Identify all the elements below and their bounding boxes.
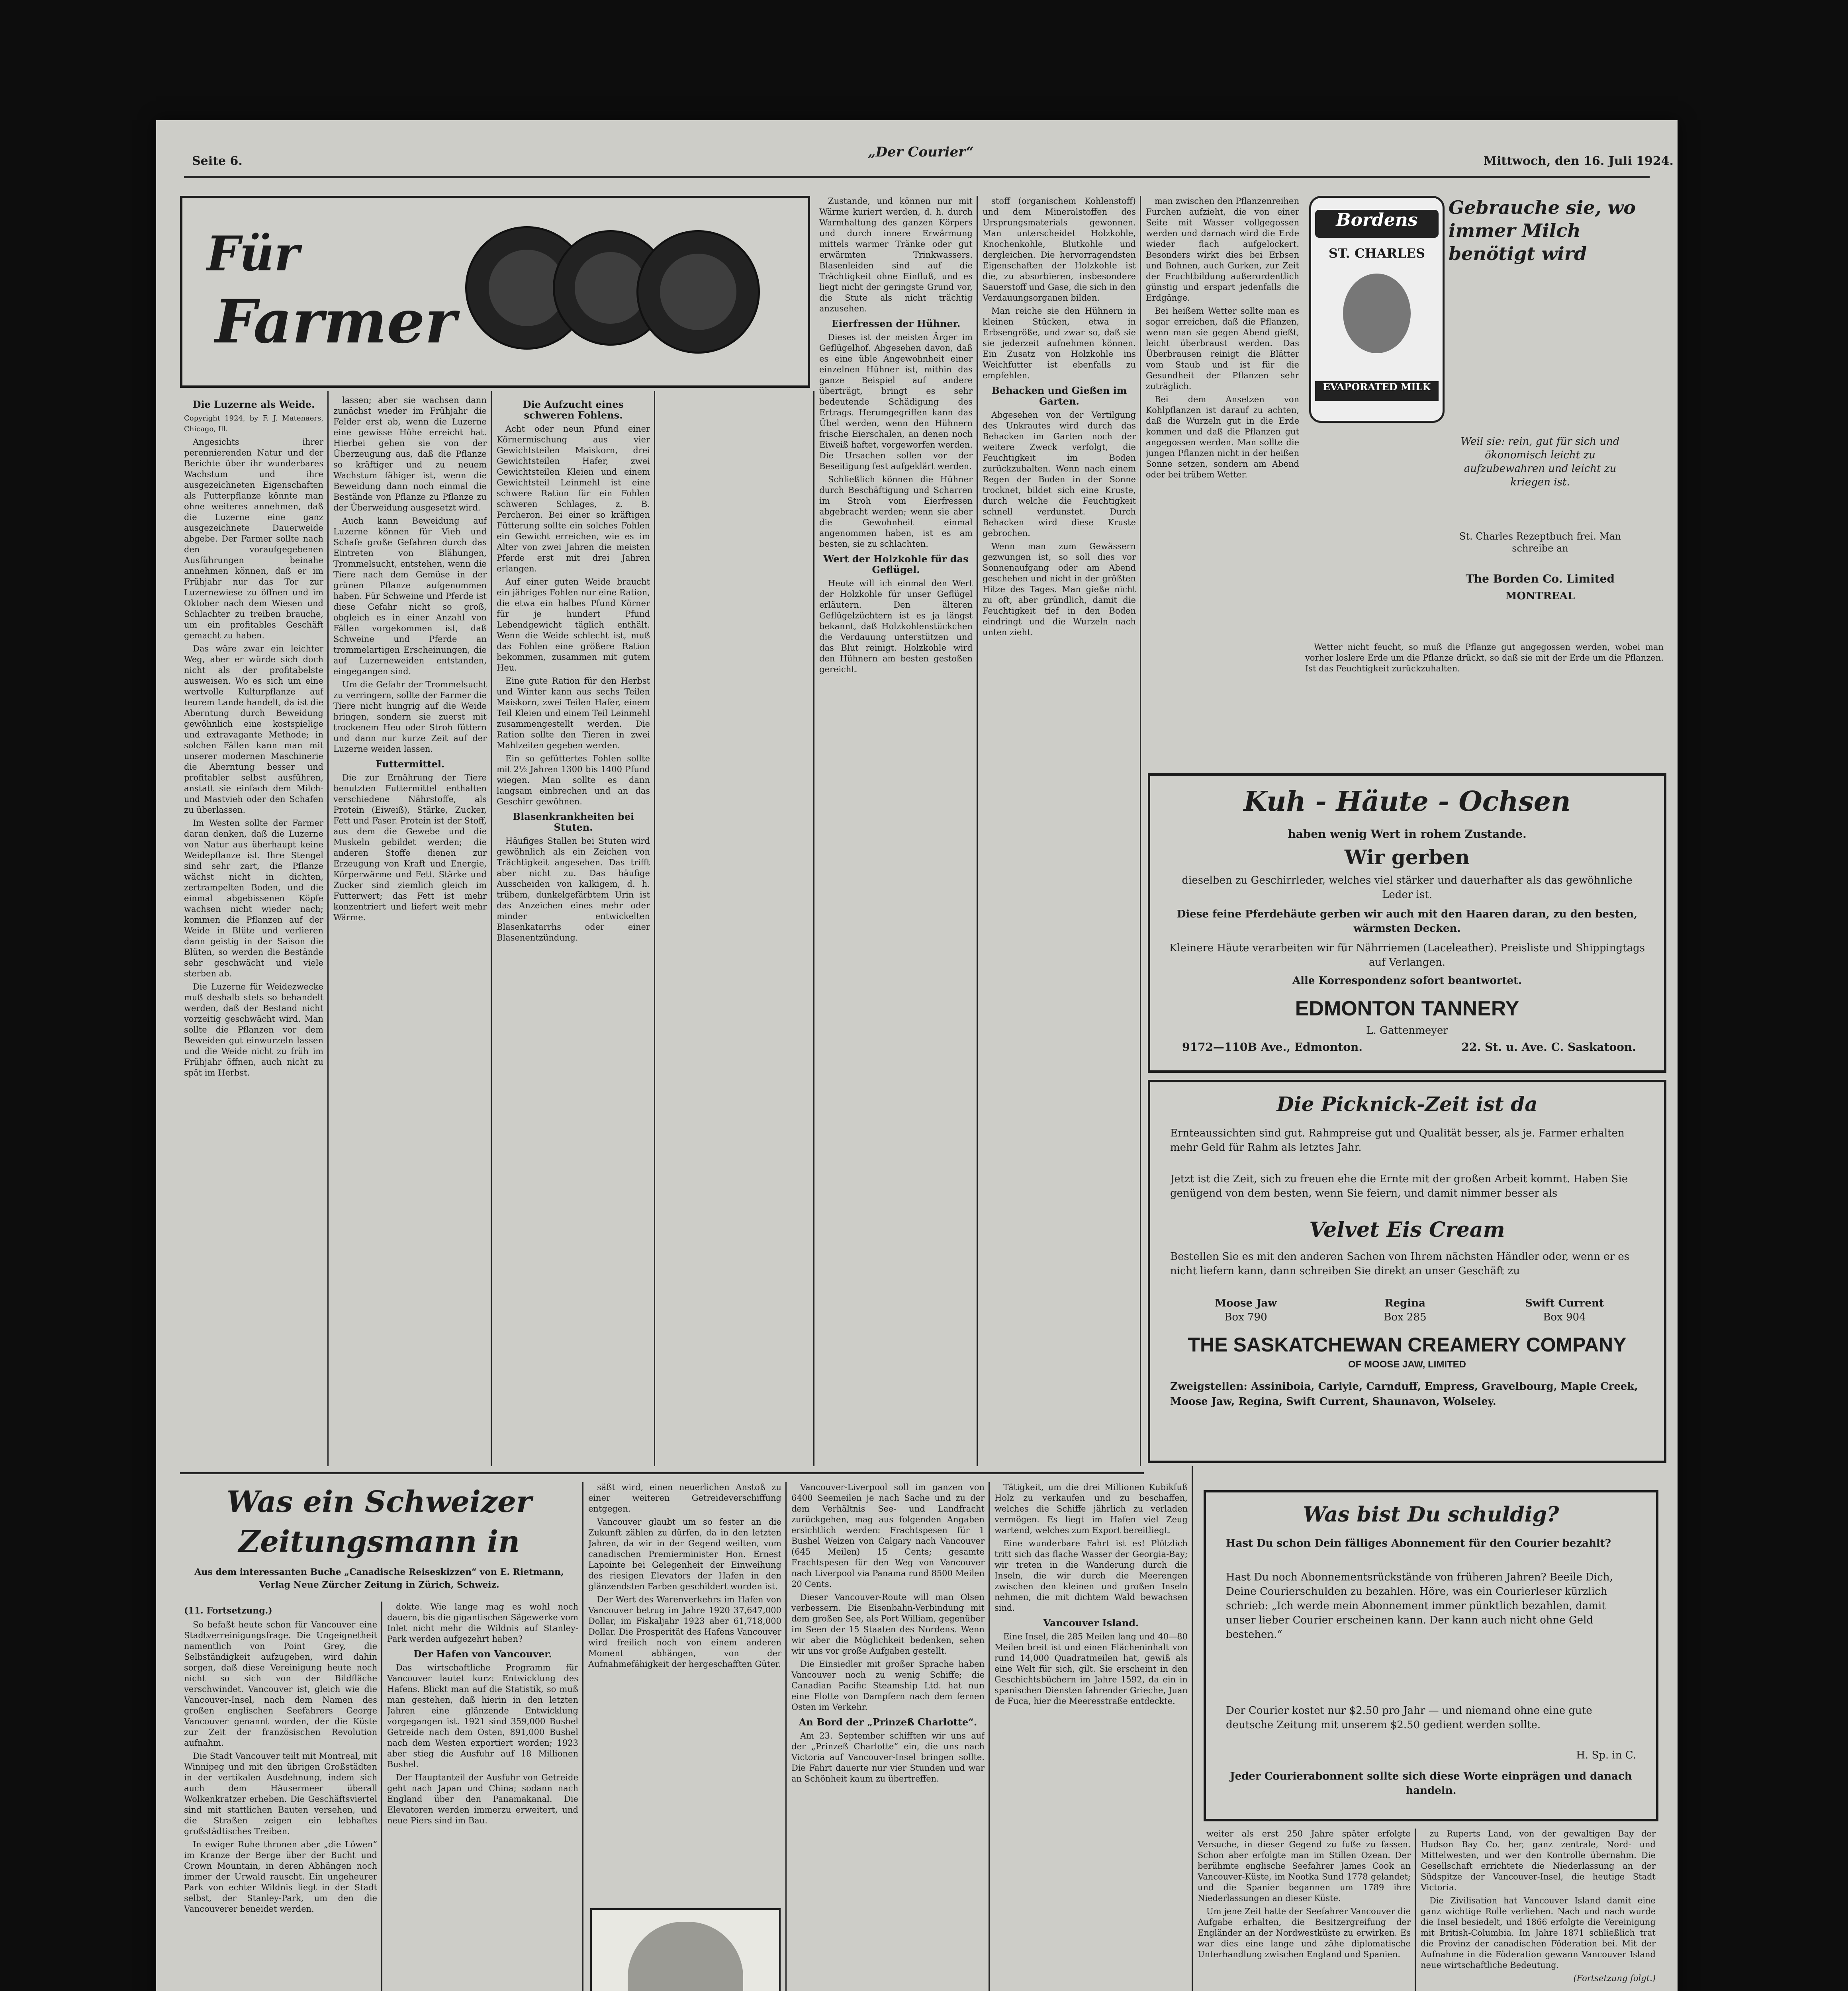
paragraph: Man reiche sie den Hühnern in kleinen Stücken, etwa in Erbsengröße, und zwar so, daß sie sie jederzeit aufnehmen können. Ein Zusatz von Holzkohle ins Weichfutter ist ebenfalls zu empfehlen. xyxy=(983,306,1136,380)
royal-photo-advertisement xyxy=(590,1908,781,1991)
column-rule xyxy=(1415,1829,1416,1991)
article-luzerne-col2 xyxy=(333,395,487,1462)
paragraph: Die Einsiedler mit großer Sprache haben Vancouver noch zu wenig Schiffe; die Canadian Pacific Steamship Ltd. hat nun eine Flotte von Dampfern nach dem fernen Osten im Verkehr. xyxy=(791,1659,985,1712)
section-rule xyxy=(180,1472,1144,1474)
horse-medallion-icon xyxy=(636,230,760,354)
paragraph: Auch kann Beweidung auf Luzerne können für Vieh und Schafe große Gefahren durch das Eintreten von Blähungen, Trommelsucht, entstehen, wenn die Tiere nach dem Gemüse in der grünen Pflanze aufgenommen haben. Für Schweine und Pferde ist diese Gefahr nicht so groß, obgleich es in einer Anzahl von Fällen vorgekommen ist, daß Schweine und Pferde an trommelartigen Erscheinungen, die auf Luzerneweiden entstanden, eingegangen sind. xyxy=(333,516,487,676)
paragraph: man zwischen den Pflanzenreihen Furchen aufzieht, die von einer Seite mit Wasser vollgegossen werden und darnach wird die Erde wieder flach aufgelockert. Besonders wirkt dies bei Erbsen und Bohnen, auch Gurken, zur Zeit der Fruchtbildung außerordentlich günstig und erspart jedenfalls die Erdgänge. xyxy=(1146,196,1299,303)
paragraph: Zustande, und können nur mit Wärme kuriert werden, d. h. durch Warmhaltung des ganzen Körpers und durch innere Erwärmung mittels warmer Tränke oder gut erwärmten Trinkwassers. Blasenleiden sind auf die Trächtigkeit ohne Einfluß, und es liegt nicht der geringste Grund vor, die Stute als nicht trächtig anzusehen. xyxy=(819,196,973,313)
masthead: „Der Courier“ xyxy=(867,144,974,160)
paragraph: Eine gute Ration für den Herbst und Winter kann aus sechs Teilen Maiskorn, zwei Teilen Hafer, einem Teil Kleien und einem Teil Leinmehl zusammengestellt werden. Die Ration sollte den Tieren in zwei Mahlzeiten gegeben werden. xyxy=(497,676,650,750)
schweizer-col6 xyxy=(1198,1829,1411,1991)
article-fohlen xyxy=(497,395,650,1462)
creamery-p2: Jetzt ist die Zeit, sich zu freuen ehe die Ernte mit der großen Arbeit kommt. Haben Sie genügend von dem besten, wenn Sie feiern, und damit nimmer besser als xyxy=(1170,1173,1628,1199)
article-holzkohle-garten xyxy=(983,196,1136,1462)
paragraph: Vancouver glaubt um so fester an die Zukunft zählen zu dürfen, da in den letzten Jahren, da wir in der Gegend weilten, vom canadischen Premierminister Hon. Ernest Lapointe bei Gelegenheit der Einweihung des riesigen Elevators der Hafen in den glänzendsten Farben geschildert worden ist. xyxy=(588,1517,781,1591)
milk-can-icon xyxy=(1309,196,1445,423)
paragraph: Vancouver-Liverpool soll im ganzen von 6400 Seemeilen je nach Sache und zu der dem Verhältnis See- und Landfracht zurückgehen, mag aus folgenden Angaben ersichtlich werden: Frachtspesen für 1 Bushel Weizen von Calgary nach Vancouver (645 Meilen) 15 Cents; gesamte Frachtspesen für den Weg von Vancouver nach Liverpool via Panama rund 8500 Meilen 20 Cents. xyxy=(791,1482,985,1589)
paragraph: lassen; aber sie wachsen dann zunächst wieder im Frühjahr die Felder erst ab, wenn die Luzerne eine gewisse Höhe erreicht hat. Hierbei gehen sie von der Überzeugung aus, daß die Pflanze so kräftiger und zu neuem Wachstum fähiger ist, wenn die Beweidung dann noch einmal die Bestände von Pflanze zu Pflanze zu der Überweidung ausgesetzt wird. xyxy=(333,395,487,512)
section-heading: Der Hafen von Vancouver. xyxy=(413,1648,552,1660)
section-heading: Futtermittel. xyxy=(375,758,445,770)
paragraph: Der Wert des Warenverkehrs im Hafen von Vancouver betrug im Jahre 1920 37,647,000 Dollar, im Fiskaljahr 1923 aber 61,718,000 Dollar. Die Prosperität des Hafens Vancouver wird freilich noch von einem anderen Moment abhängen, von der Aufnahmefähigkeit der hergeschafften Güter. xyxy=(588,1595,781,1669)
section-heading: Vancouver Island. xyxy=(1043,1617,1139,1629)
paragraph: Um die Gefahr der Trommelsucht zu verringern, sollte der Farmer die Tiere nicht hungrig auf die Weide bringen, sondern sie zuerst mit trockenem Heu oder Stroh füttern und dann nur kurze Zeit auf der Luzerne weiden lassen. xyxy=(333,680,487,754)
creamery-advertisement xyxy=(1148,1080,1666,1463)
newspaper-page xyxy=(156,120,1678,1991)
paragraph: Das wirtschaftliche Programm für Vancouver lautet kurz: Entwicklung des Hafens. Blickt man auf die Statistik, so muß man gestehen, daß hierin in den letzten Jahren eine glänzende Entwicklung vorgegangen ist. 1921 sind 359,000 Bushel Getreide nach dem Osten, 891,000 Bushel nach dem Westen exportiert worden; 1923 aber stieg die Ausfuhr auf 18 Millionen Bushel. xyxy=(387,1663,578,1769)
paragraph: Bei dem Ansetzen von Kohlpflanzen ist darauf zu achten, daß die Wurzeln gut in die Erde kommen und daß die Pflanzen gut angegossen werden. Man sollte die jungen Pflanzen nicht in der heißen Sonne setzen, sondern am Abend oder bei trübem Wetter. xyxy=(1146,395,1299,479)
paragraph: Die Stadt Vancouver teilt mit Montreal, mit Winnipeg und mit den übrigen Großstädten in der vertikalen Ausdehnung, indem sich auch dem Häusermeer überall Wolkenkratzer erheben. Die Geschäftsviertel sind mit stattlichen Bauten versehen, und die Straßen zeigen ein lebhaftes großstädtisches Treiben. xyxy=(184,1751,377,1836)
schuldig-p3: Der Courier kostet nur $2.50 pro Jahr — und niemand ohne eine gute deutsche Zeitung mit unserem $2.50 gedient werden sollte. xyxy=(1226,1705,1592,1731)
borden-company: The Borden Co. Limited xyxy=(1465,572,1615,585)
paragraph: dokte. Wie lange mag es wohl noch dauern, bis die gigantischen Sägewerke vom Inlet nicht mehr die Wildnis auf Stanley-Park werden aufgezehrt haben? xyxy=(387,1602,578,1644)
paragraph: Dieses ist der meisten Ärger im Geflügelhof. Abgesehen davon, daß es eine üble Angewohnheit einer einzelnen Hühner ist, mithin das ganze Beispiel auf andere überträgt, bringt es sehr bedeutende Schädigung des Ertrags. Herumgegriffen kann das Übel werden, wenn den Hühnern frische Eierschalen, an denen noch Eiweiß haftet, vorgeworfen werden. Die Ursachen sollen vor der Beseitigung fest aufgeklärt werden. xyxy=(819,332,973,471)
farmer-title-line1: Für xyxy=(206,226,300,282)
column-rule xyxy=(327,391,329,1466)
article-heading: Die Luzerne als Weide. xyxy=(192,399,315,410)
tannery-line5: Kleinere Häute verarbeiten wir für Nährriemen (Laceleather). Preisliste und Shippingtags auf Verlangen. xyxy=(1169,942,1645,968)
continuation-note: (11. Fortsetzung.) xyxy=(184,1606,272,1616)
paragraph: Um jene Zeit hatte der Seefahrer Vancouver die Aufgabe erhalten, die Besitzergreifung der Engländer an der Nordwestküste zu erwirken. Es war dies eine lange und zähe diplomatische Unterhandlung zwischen England und Spanien. xyxy=(1198,1907,1411,1959)
page-number: Seite 6. xyxy=(192,154,243,168)
article-garten-end xyxy=(1305,642,1664,765)
borden-city: MONTREAL xyxy=(1505,590,1575,602)
paragraph: Das wäre zwar ein leichter Weg, aber er würde sich doch nicht als der profitabelste ausweisen. Wo es sich um eine wertvolle Kulturpflanze auf teurem Lande handelt, da ist die Aberntung durch Beweidung gewöhnlich eine kostspielige und extravagante Methode; in solchen Fällen kann man mit unserer modernen Maschinerie die Aberntung besser und profitabler selbst ausführen, anstatt sie einfach dem Milch- und Mastvieh oder den Schafen zu überlassen. xyxy=(184,644,323,815)
creamery-company: THE SASKATCHEWAN CREAMERY COMPANY xyxy=(1188,1334,1627,1356)
column-rule xyxy=(491,391,492,1466)
tannery-advertisement xyxy=(1148,773,1666,1073)
borden-body: Weil sie: rein, gut für sich und ökonomisch leicht zu aufzubewahren und leicht zu kriegen ist. xyxy=(1460,436,1620,488)
borden-offer: St. Charles Rezeptbuch frei. Man schreibe an xyxy=(1459,531,1621,554)
paragraph: Eine Insel, die 285 Meilen lang und 40—80 Meilen breit ist und einen Flächeninhalt von rund 14,000 Quadratmeilen hat, gewiß als eine Welt für sich, gilt. Sie erscheint in den Geschichtsbüchern im Jahre 1592, da ein in spanischen Diensten fahrender Grieche, Juan de Fuca, hier die Meeresstraße entdeckte. xyxy=(994,1632,1188,1706)
can-label-bottom: EVAPORATED MILK xyxy=(1315,381,1439,401)
farmer-title-line2: Farmer xyxy=(214,290,456,354)
section-heading: An Bord der „Prinzeß Charlotte“. xyxy=(799,1716,977,1728)
column-rule xyxy=(1140,196,1141,1466)
copyright-note: Copyright 1924, by F. J. Matenaers, Chicago, Ill. xyxy=(184,414,323,433)
paragraph: Abgesehen von der Vertilgung des Unkrautes wird durch das Behacken im Garten noch der weitere Zweck verfolgt, die Feuchtigkeit im Boden zurückzuhalten. Wenn nach einem Regen der Boden in der Sonne trocknet, bildet sich eine Kruste, durch welche die Feuchtigkeit schnell verdunstet. Durch Behacken wird diese Kruste gebrochen. xyxy=(983,410,1136,538)
creamery-company-sub: OF MOOSE JAW, LIMITED xyxy=(1348,1359,1466,1370)
column-rule xyxy=(1192,1466,1193,1991)
schweizer-col3 xyxy=(588,1482,781,1900)
schuldig-p2: Hast Du noch Abonnementsrückstände von früheren Jahren? Beeile Dich, Deine Courierschulden zu bezahlen. Höre, was ein Courierleser kürzlich schrieb: „Ich werde mein Abonnement immer pünktlich bezahlen, damit unser lieber Courier erscheinen kann. Der kann auch nicht ohne Geld bestehen.“ xyxy=(1226,1571,1613,1641)
borden-headline: Gebrauche sie, wo immer Milch benötigt wird xyxy=(1449,197,1636,264)
farmer-banner xyxy=(180,196,810,388)
branch-swift-current: Swift Current xyxy=(1525,1297,1604,1309)
schuldig-signature: H. Sp. in C. xyxy=(1576,1749,1636,1761)
column-rule xyxy=(381,1602,382,1991)
branch-regina: Regina xyxy=(1385,1297,1425,1309)
paragraph: Ein so gefüttertes Fohlen sollte mit 2½ Jahren 1300 bis 1400 Pfund wiegen. Man sollte es dann langsam einbrechen und an das Geschirr gewöhnen. xyxy=(497,754,650,806)
box-swift-current: Box 904 xyxy=(1543,1311,1586,1323)
cow-icon xyxy=(1343,274,1411,353)
tannery-title: Kuh - Häute - Ochsen xyxy=(1243,786,1571,818)
schweizer-source: Aus dem interessanten Buche „Canadische Reiseskizzen“ von E. Rietmann, Verlag Neue Zürcher Zeitung in Zürich, Schweiz. xyxy=(194,1567,564,1590)
tannery-owner: L. Gattenmeyer xyxy=(1366,1025,1448,1037)
paragraph: In ewiger Ruhe thronen aber „die Löwen“ im Kranze der Berge über der Bucht und Crown Mountain, in deren Abhängen noch immer der Urwald rauscht. Ein ungeheurer Park von echter Wildnis liegt in der Stadt selbst, der Stanley-Park, um den die Vancouverer beneidet werden. xyxy=(184,1840,377,1914)
column-rule xyxy=(654,391,655,1466)
section-heading: Eierfressen der Hühner. xyxy=(831,318,961,329)
paragraph: Wetter nicht feucht, so muß die Pflanze gut angegossen werden, wobei man vorher loslere Erde um die Pflanze drückt, so daß sie mit der Erde um die Pflanzen. Ist das Feuchtigkeit zurückzuhalten. xyxy=(1305,642,1664,673)
tannery-address-saskatoon: 22. St. u. Ave. C. Saskatoon. xyxy=(1461,1040,1636,1054)
paragraph: Acht oder neun Pfund einer Körnermischung aus vier Gewichtsteilen Maiskorn, drei Gewichtsteilen Hafer, zwei Gewichtsteilen Kleien und einem Gewichtsteil Leinmehl ist eine schwere Ration für ein Fohlen schweren Schlages, z. B. Percheron. Bei einer so kräftigen Fütterung sollte ein solches Fohlen ein Gewicht erreichen, wie es im Alter von zwei Jahren die meisten Pferde erst mit drei Jahren erlangen. xyxy=(497,424,650,573)
branch-moose-jaw: Moose Jaw xyxy=(1215,1297,1277,1309)
tannery-line4: Diese feine Pferdehäute gerben wir auch mit den Haaren daran, zu den besten, wärmsten Decken. xyxy=(1177,908,1638,935)
section-heading: Wert der Holzkohle für das Geflügel. xyxy=(823,553,969,575)
article-luzerne-col1 xyxy=(184,395,323,1462)
schweizer-col4 xyxy=(791,1482,985,1991)
tannery-address-edmonton: 9172—110B Ave., Edmonton. xyxy=(1182,1040,1363,1054)
paragraph: zu Ruperts Land, von der gewaltigen Bay der Hudson Bay Co. her, ganz zentrale, Nord- und Mittelwesten, und wer den Kontrolle übernahm. Die Gesellschaft errichtete die Niederlassung an der Südspitze der Vancouver-Insel, die heutige Stadt Victoria. xyxy=(1421,1829,1656,1892)
can-brand: Bordens xyxy=(1315,210,1439,238)
schweizer-col1 xyxy=(184,1602,377,1991)
article-heading: Die Aufzucht eines schweren Fohlens. xyxy=(523,399,624,421)
schweizer-headline: Was ein Schweizer Zeitungsmann in xyxy=(226,1485,532,1559)
box-moose-jaw: Box 790 xyxy=(1224,1311,1267,1323)
tannery-line1: haben wenig Wert in rohem Zustande. xyxy=(1288,827,1527,841)
schweizer-col5 xyxy=(994,1482,1188,1991)
paragraph: Bei heißem Wetter sollte man es sogar erreichen, daß die Pflanzen, wenn man sie gegen Abend gießt, leicht überbraust werden. Das Überbrausen reinigt die Blätter vom Staub und ist für die Gesundheit der Pflanzen sehr zuträglich. xyxy=(1146,306,1299,391)
paragraph: Angesichts ihrer perennierenden Natur und der Berichte über ihr wunderbares Wachstum und ihre ausgezeichneten Eigenschaften als Futterpflanze könnte man ohne weiteres annehmen, daß die Luzerne eine ganz ausgezeichnete Dauerweide abgebe. Der Farmer sollte nach den voraufgegebenen Ausführungen beinahe annehmen können, daß er im Frühjahr nur das Tor zur Luzernewiese zu öffnen und im Oktober nach dem Wiesen und Schlachter zu treiben brauche, um ein profitables Geschäft gemacht zu haben. xyxy=(184,437,323,640)
schuldig-title: Was bist Du schuldig? xyxy=(1303,1502,1559,1527)
article-huehner xyxy=(819,196,973,1462)
article-garten-continued xyxy=(1146,196,1299,769)
schuldig-p1: Hast Du schon Dein fälliges Abonnement für den Courier bezahlt? xyxy=(1226,1537,1611,1549)
paragraph: Der Hauptanteil der Ausfuhr von Getreide geht nach Japan und China; sodann nach England über den Panamakanal. Die Elevatoren werden immerzu erweitert, und neue Piers sind im Bau. xyxy=(387,1773,578,1825)
section-heading: Blasenkrankheiten bei Stuten. xyxy=(512,811,634,833)
paragraph: Auf einer guten Weide braucht ein jähriges Fohlen nur eine Ration, die etwa ein halbes Pfund Körner für je hundert Pfund Lebendgewicht täglich enthält. Wenn die Weide schlecht ist, muß das Fohlen eine größere Ration bekommen, zusammen mit gutem Heu. xyxy=(497,577,650,673)
can-subtitle: ST. CHARLES xyxy=(1328,246,1425,261)
creamery-p1: Ernteaussichten sind gut. Rahmpreise gut und Qualität besser, als je. Farmer erhalten mehr Geld für Rahm als letztes Jahr. xyxy=(1170,1127,1625,1154)
schweizer-col2 xyxy=(387,1602,578,1991)
column-rule xyxy=(977,196,978,1466)
tannery-line2: Wir gerben xyxy=(1344,845,1470,869)
creamery-branches: Zweigstellen: Assiniboia, Carlyle, Carnduff, Empress, Gravelbourg, Maple Creek, Moose Jaw, Regina, Swift Current, Shaunavon, Wolseley. xyxy=(1170,1381,1638,1408)
paragraph: säßt wird, einen neuerlichen Anstoß zu einer weiteren Getreideverschiffung entgegen. xyxy=(588,1482,781,1514)
paragraph: weiter als erst 250 Jahre später erfolgte Versuche, in dieser Gegend zu fuße zu fassen. Schon aber erfolgte man im Stillen Ozean. Der berühmte englische Seefahrer James Cook an Vancouver-Küste, im Nootka Sund 1778 gelandet; und die Spanier begannen um 1789 ihre Niederlassungen an dieser Küste. xyxy=(1198,1829,1411,1903)
borden-advertisement xyxy=(1305,180,1664,638)
velvet-brand: Velvet Eis Cream xyxy=(1309,1218,1505,1242)
column-rule xyxy=(989,1482,990,1991)
paragraph: So befaßt heute schon für Vancouver eine Stadtverreinigungsfrage. Die Ungeignetheit namentlich von Point Grey, die Selbständigkeit aufzugeben, wird dahin sorgen, daß diese Vereinigung heute noch nicht so sich von der Bildfläche verschwindet. Vancouver ist, gleich wie die Vancouver-Insel, nach dem Namen des großen englischen Seefahrers George Vancouver genannt worden, der die Küste zur Zeit der französischen Revolution aufnahm. xyxy=(184,1620,377,1748)
schuldig-notice xyxy=(1204,1490,1658,1821)
paragraph: Am 23. September schifften wir uns auf der „Prinzeß Charlotte“ ein, die uns nach Victoria auf Vancouver-Insel bringen sollte. Die Fahrt dauerte nur vier Stunden und war an Schönheit kaum zu übertreffen. xyxy=(791,1731,985,1784)
paragraph: stoff (organischem Kohlenstoff) und dem Mineralstoffen des Ursprungsmaterials gewonnen. Man unterscheidet Holzkohle, Knochenkohle, Blutkohle und dergleichen. Die hervorragendsten Eigenschaften der Holzkohle ist die, zu absorbieren, insbesondere Sauerstoff und Gase, die sich in den Verdauungsorganen bilden. xyxy=(983,196,1136,303)
paragraph: Wenn man zum Gewässern gezwungen ist, so soll dies vor Sonnenaufgang oder am Abend geschehen und nicht in der größten Hitze des Tages. Man gieße nicht zu oft, aber gründlich, damit die Feuchtigkeit tief in den Boden eindringt und die Wurzeln nach unten zieht. xyxy=(983,542,1136,637)
header-rule xyxy=(184,176,1650,178)
paragraph: Die Zivilisation hat Vancouver Island damit eine ganz wichtige Rolle verliehen. Nach und nach wurde die Insel besiedelt, und 1866 erfolgte die Vereinigung mit British-Columbia. Im Jahre 1871 schließlich trat die Provinz der canadischen Föderation bei. Mit der Aufnahme in die Föderation gewann Vancouver Island neue wirtschaftliche Bedeutung. xyxy=(1421,1896,1656,1970)
tannery-line3: dieselben zu Geschirrleder, welches viel stärker und dauerhafter als das gewöhnliche Leder ist. xyxy=(1182,874,1633,901)
creamery-p3: Bestellen Sie es mit den anderen Sachen von Ihrem nächsten Händler oder, wenn er es nicht liefern kann, dann schreiben Sie direkt an unser Geschäft zu xyxy=(1170,1251,1630,1277)
paragraph: Im Westen sollte der Farmer daran denken, daß die Luzerne von Natur aus überhaupt keine Weidepflanze ist. Ihre Stengel sind sehr zart, die Pflanze wächst nicht in dichten, zertrampelten Boden, und die einmal abgebissenen Köpfe wachsen nicht wieder nach; kommen die Pflanzen auf der Weide in Blüte und verlieren dann geistig in der Saison die Blüten, so werden die Bestände sehr geschwächt und viele sterben ab. xyxy=(184,818,323,978)
bride-illustration-icon xyxy=(628,1922,743,1991)
creamery-title: Die Picknick-Zeit ist da xyxy=(1276,1092,1538,1116)
paragraph: Schließlich können die Hühner durch Beschäftigung und Scharren im Stroh vom Eierfressen abgebracht werden; wenn sie aber die Gewohnheit einmal angenommen haben, ist es am besten, sie zu schlachten. xyxy=(819,475,973,549)
issue-date: Mittwoch, den 16. Juli 1924. xyxy=(1483,154,1674,168)
column-rule xyxy=(813,391,814,1466)
paragraph: Eine wunderbare Fahrt ist es! Plötzlich tritt sich das flache Wasser der Georgia-Bay; wir treten in die Wanderung durch die Inseln, die wir durch die Meerengen zwischen den kleinen und großen Inseln nehmen, die mit dichtem Wald bewachsen sind. xyxy=(994,1539,1188,1613)
paragraph: Tätigkeit, um die drei Millionen Kubikfuß Holz zu verkaufen und zu beschaffen, welches die Schiffe jährlich zu verladen vermögen. Es liegt im Hafen viel Zeug wartend, welches zum Export bereitliegt. xyxy=(994,1482,1188,1535)
schuldig-footer: Jeder Courierabonnent sollte sich diese Worte einprägen und danach handeln. xyxy=(1230,1770,1632,1797)
box-regina: Box 285 xyxy=(1384,1311,1427,1323)
section-heading: Behacken und Gießen im Garten. xyxy=(991,385,1127,407)
tannery-name: EDMONTON TANNERY xyxy=(1295,997,1519,1020)
paragraph: Heute will ich einmal den Wert der Holzkohle für unser Geflügel erläutern. Den älteren Geflügelzüchtern ist es ja längst bekannt, daß Holzkohlenstückchen die Verdauung unterstützen und das Blut reinigt. Holzkohle wird den Hühnern am besten gestoßen gereicht. xyxy=(819,579,973,674)
tannery-line6: Alle Korrespondenz sofort beantwortet. xyxy=(1292,975,1522,987)
continued-note: (Fortsetzung folgt.) xyxy=(1573,1973,1656,1983)
column-rule xyxy=(582,1482,583,1991)
paragraph: Die zur Ernährung der Tiere benutzten Futtermittel enthalten verschiedene Nährstoffe, als Protein (Eiweiß), Stärke, Zucker, Fett und Faser. Protein ist der Stoff, aus dem die Gewebe und die Muskeln gebildet werden; die anderen Stoffe dienen zur Erzeugung von Kraft und Energie, Körperwärme und Fett. Stärke und Zucker sind ziemlich gleich im Futterwert; das Fett ist mehr konzentriert und liefert weit mehr Wärme. xyxy=(333,773,487,922)
paragraph: Dieser Vancouver-Route will man Olsen verbessern. Die Eisenbahn-Verbindung mit dem großen See, als Port William, gegenüber im Seen der 15 Staaten des Nordens. Wenn wir aber die Möglichkeit bedenken, sehen wir uns vor große Aufgaben gestellt. xyxy=(791,1592,985,1656)
paragraph: Die Luzerne für Weidezwecke muß deshalb stets so behandelt werden, daß der Bestand nicht vorzeitig geschwächt wird. Man sollte die Pflanzen vor dem Beweiden gut einwurzeln lassen und die Weide nicht zu früh im Frühjahr öffnen, auch nicht zu spät im Herbst. xyxy=(184,982,323,1078)
column-rule xyxy=(785,1482,787,1991)
schweizer-col7 xyxy=(1421,1829,1656,1991)
paragraph: Häufiges Stallen bei Stuten wird gewöhnlich als ein Zeichen von Trächtigkeit angesehen. Das trifft aber nicht zu. Das häufige Ausscheiden von kalkigem, d. h. trübem, dunkelgefärbtem Urin ist das Anzeichen eines mehr oder minder entwickelten Blasenkatarrhs oder einer Blasenentzündung. xyxy=(497,836,650,943)
